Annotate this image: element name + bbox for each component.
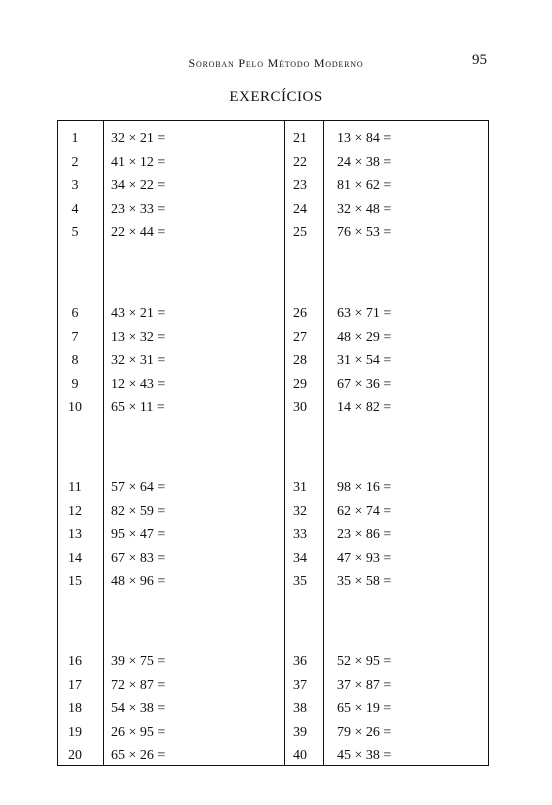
exercise-number: 4: [71, 201, 79, 217]
exercise-expression: 37 × 87 =: [337, 677, 392, 693]
page-title: EXERCÍCIOS: [229, 89, 323, 105]
exercise-expression: 57 × 64 =: [111, 480, 166, 495]
exercise-number: 20: [68, 748, 82, 763]
exercise-number: 26: [293, 306, 307, 321]
exercise-number: 14: [68, 550, 82, 566]
exercise-number: 27: [293, 329, 307, 345]
exercise-table: [57, 120, 489, 766]
page-number: 95: [472, 52, 487, 68]
exercise-expression: 31 × 54 =: [337, 353, 392, 368]
exercise-expression: 43 × 21 =: [111, 306, 166, 321]
exercise-expression: 65 × 19 =: [337, 701, 392, 716]
exercise-number: 35: [293, 574, 307, 589]
exercise-expression: 47 × 93 =: [337, 550, 392, 566]
exercise-number: 5: [71, 225, 79, 240]
exercise-expression: 52 × 95 =: [337, 654, 392, 669]
exercise-number: 16: [68, 654, 82, 669]
exercise-number: 36: [293, 654, 307, 669]
exercise-expression: 65 × 26 =: [111, 748, 166, 763]
exercise-number: 13: [68, 527, 82, 542]
running-head: Soroban Pelo Método Moderno: [188, 56, 364, 70]
exercise-number: 34: [293, 550, 307, 566]
exercise-number: 6: [71, 306, 79, 321]
exercise-number: 10: [68, 400, 82, 415]
exercise-number: 22: [293, 154, 307, 170]
exercise-number: 21: [293, 131, 307, 146]
exercise-number: 18: [68, 701, 82, 716]
exercise-expression: 62 × 74 =: [337, 503, 392, 519]
exercise-expression: 23 × 86 =: [337, 527, 392, 542]
exercise-expression: 41 × 12 =: [111, 154, 166, 170]
exercise-expression: 32 × 31 =: [111, 353, 166, 368]
exercise-expression: 14 × 82 =: [337, 400, 392, 415]
exercise-expression: 79 × 26 =: [337, 724, 392, 740]
exercise-expression: 76 × 53 =: [337, 225, 392, 240]
exercise-number: 2: [71, 154, 79, 170]
exercise-number: 39: [293, 724, 307, 740]
exercise-number: 23: [293, 178, 307, 193]
exercise-expression: 32 × 21 =: [111, 131, 166, 146]
exercise-expression: 67 × 83 =: [111, 550, 166, 566]
exercise-expression: 82 × 59 =: [111, 503, 166, 519]
exercise-expression: 35 × 58 =: [337, 574, 392, 589]
exercise-number: 12: [68, 503, 82, 519]
exercise-expression: 39 × 75 =: [111, 654, 166, 669]
exercise-number: 29: [293, 376, 307, 392]
exercise-number: 31: [293, 480, 307, 495]
exercise-expression: 98 × 16 =: [337, 480, 392, 495]
column-divider: [323, 121, 324, 765]
exercise-expression: 32 × 48 =: [337, 201, 392, 217]
exercise-number: 38: [293, 701, 307, 716]
exercise-number: 7: [71, 329, 79, 345]
exercise-expression: 26 × 95 =: [111, 724, 166, 740]
exercise-expression: 67 × 36 =: [337, 376, 392, 392]
exercise-expression: 72 × 87 =: [111, 677, 166, 693]
exercise-number: 24: [293, 201, 307, 217]
exercise-number: 17: [68, 677, 82, 693]
exercise-expression: 13 × 84 =: [337, 131, 392, 146]
exercise-expression: 24 × 38 =: [337, 154, 392, 170]
exercise-number: 40: [293, 748, 307, 763]
exercise-expression: 48 × 96 =: [111, 574, 166, 589]
exercise-number: 32: [293, 503, 307, 519]
exercise-expression: 95 × 47 =: [111, 527, 166, 542]
exercise-number: 33: [293, 527, 307, 542]
exercise-number: 19: [68, 724, 82, 740]
exercise-expression: 23 × 33 =: [111, 201, 166, 217]
exercise-number: 28: [293, 353, 307, 368]
exercise-expression: 65 × 11 =: [111, 400, 165, 415]
exercise-expression: 34 × 22 =: [111, 178, 166, 193]
exercise-number: 37: [293, 677, 307, 693]
exercise-number: 11: [68, 480, 82, 495]
exercise-expression: 12 × 43 =: [111, 376, 166, 392]
exercise-number: 3: [71, 178, 79, 193]
exercise-expression: 22 × 44 =: [111, 225, 166, 240]
exercise-expression: 63 × 71 =: [337, 306, 392, 321]
exercise-expression: 45 × 38 =: [337, 748, 392, 763]
exercise-number: 30: [293, 400, 307, 415]
exercise-expression: 13 × 32 =: [111, 329, 166, 345]
column-divider: [103, 121, 104, 765]
exercise-number: 9: [71, 376, 79, 392]
exercise-number: 15: [68, 574, 82, 589]
exercise-expression: 48 × 29 =: [337, 329, 392, 345]
exercise-number: 25: [293, 225, 307, 240]
exercise-number: 1: [71, 131, 79, 146]
exercise-expression: 81 × 62 =: [337, 178, 392, 193]
exercise-expression: 54 × 38 =: [111, 701, 166, 716]
exercise-number: 8: [71, 353, 79, 368]
